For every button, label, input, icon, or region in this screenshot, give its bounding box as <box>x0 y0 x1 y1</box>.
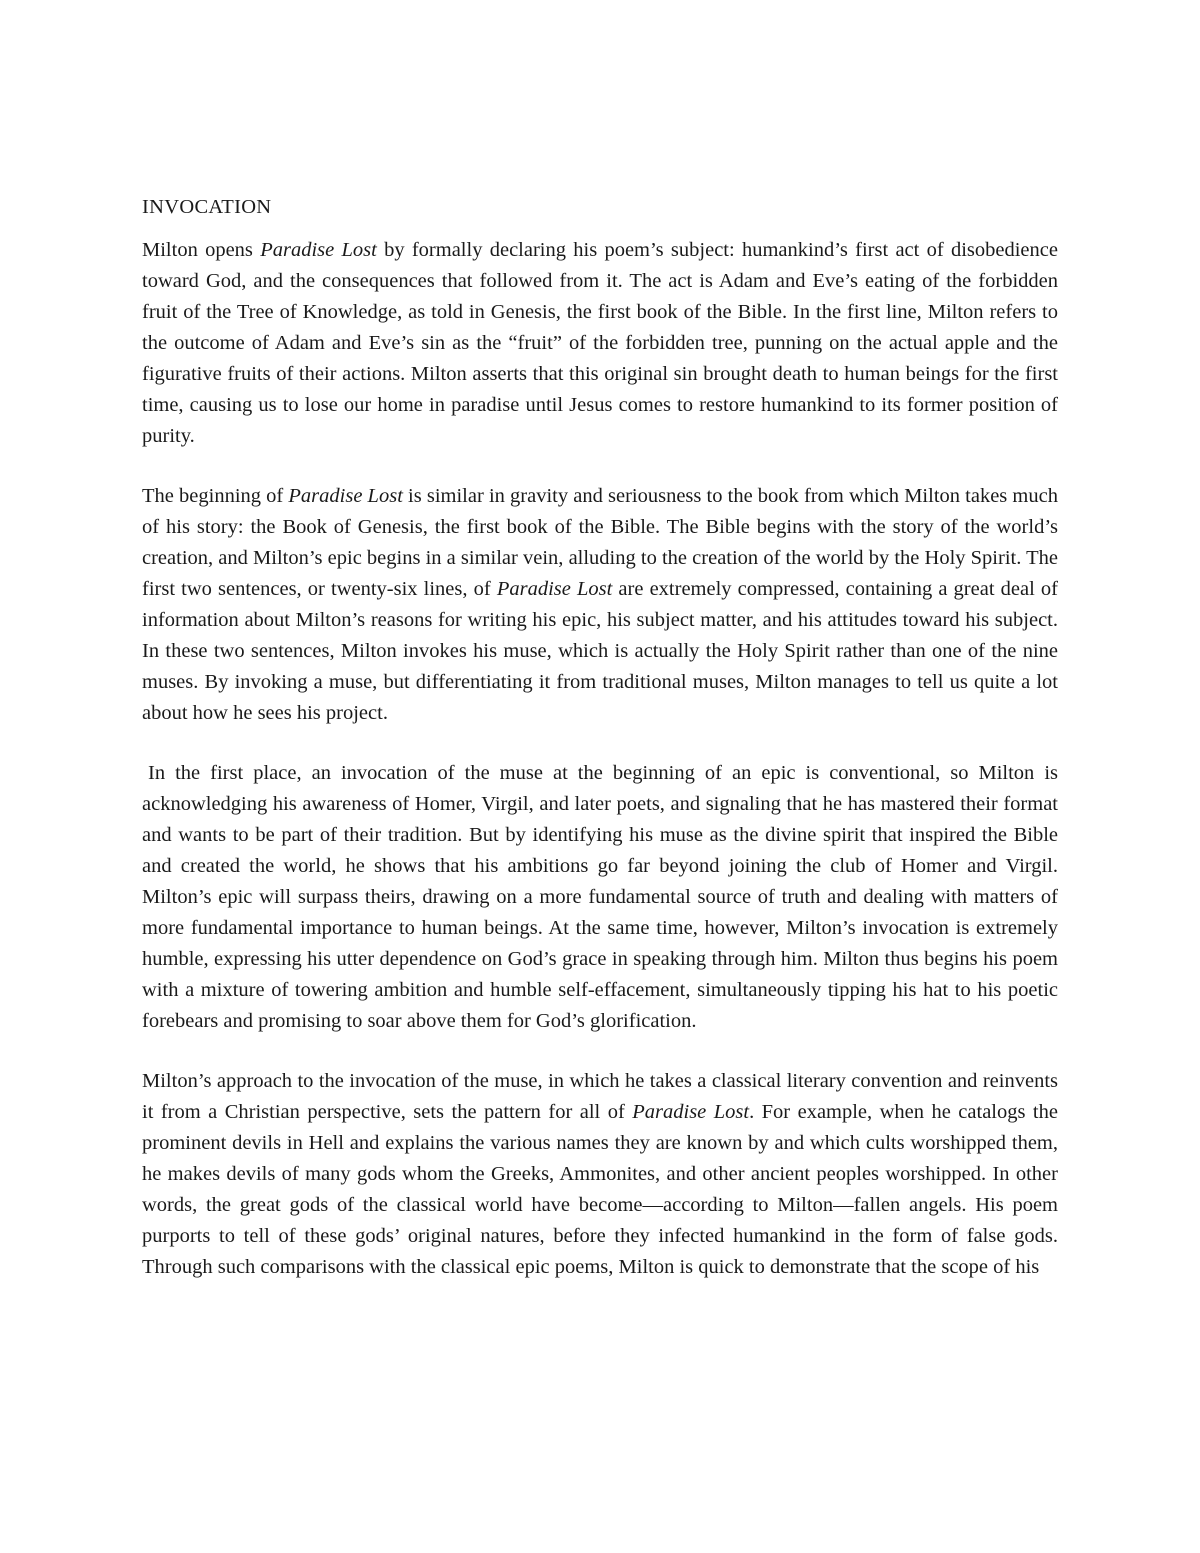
paragraph-1 <box>142 235 1058 452</box>
paragraph-2-text-a: The beginning of <box>142 485 289 507</box>
paragraph-1-text-a: Milton opens <box>142 239 261 261</box>
paragraph-1-text-b: by formally declaring his poem’s subject: humankind’s first act of disobedience toward God, and the consequences that followed from it. The act is Adam and Eve’s eating of the forbidden fruit of the Tree of Knowledge, as told in Genesis, the first book of the Bible. In the first line, Milton refers to the outcome of Adam and Eve’s sin as the “fruit” of the forbidden tree, punning on the actual apple and the figurative fruits of their actions. Milton asserts that this original sin brought death to human beings for the first time, causing us to lose our home in paradise until Jesus comes to restore humankind to its former position of purity. <box>142 239 1058 447</box>
paragraph-3 <box>142 758 1058 1037</box>
paragraph-2-text-c: are extremely compressed, containing a great deal of information about Milton’s reasons for writing his epic, his subject matter, and his attitudes toward his subject. In these two sentences, Milton invokes his muse, which is actually the Holy Spirit rather than one of the nine muses. By invoking a muse, but differentiating it from traditional muses, Milton manages to tell us quite a lot about how he sees his project. <box>142 578 1058 724</box>
paragraph-4 <box>142 1066 1058 1283</box>
paragraph-4-title: Paradise Lost <box>632 1101 750 1123</box>
document-page <box>142 192 1058 1283</box>
paragraph-4-text-a: Milton’s approach to the invocation of the muse, in which he takes a classical literary convention and reinvents it from a Christian perspective, sets the pattern for all of <box>142 1070 1058 1123</box>
paragraph-2 <box>142 481 1058 729</box>
paragraph-4-text-b: . For example, when he catalogs the prominent devils in Hell and explains the various names they are known by and which cults worshipped them, he makes devils of many gods whom the Greeks, Ammonites, and other ancient peoples worshipped. In other words, the great gods of the classical world have become—according to Milton—fallen angels. His poem purports to tell of these gods’ original natures, before they infected humankind in the form of false gods. Through such comparisons with the classical epic poems, Milton is quick to demonstrate that the scope of his <box>142 1101 1058 1278</box>
paragraph-2-title-b: Paradise Lost <box>496 578 613 600</box>
paragraph-2-title-a: Paradise Lost <box>288 485 403 507</box>
paragraph-3-text: In the first place, an invocation of the muse at the beginning of an epic is conventional, so Milton is acknowledging his awareness of Homer, Virgil, and later poets, and signaling that he has mastered their format and wants to be part of their tradition. But by identifying his muse as the divine spirit that inspired the Bible and created the world, he shows that his ambitions go far beyond joining the club of Homer and Virgil. Milton’s epic will surpass theirs, drawing on a more fundamental source of truth and dealing with matters of more fundamental importance to human beings. At the same time, however, Milton’s invocation is extremely humble, expressing his utter dependence on God’s grace in speaking through him. Milton thus begins his poem with a mixture of towering ambition and humble self-effacement, simultaneously tipping his hat to his poetic forebears and promising to soar above them for God’s glorification. <box>142 762 1058 1032</box>
paragraph-1-title: Paradise Lost <box>260 239 377 261</box>
paragraph-2-text-b: is similar in gravity and seriousness to the book from which Milton takes much of his story: the Book of Genesis, the first book of the Bible. The Bible begins with the story of the world’s creation, and Milton’s epic begins in a similar vein, alluding to the creation of the world by the Holy Spirit. The first two sentences, or twenty-six lines, of <box>142 485 1058 600</box>
section-heading: INVOCATION <box>142 196 272 218</box>
